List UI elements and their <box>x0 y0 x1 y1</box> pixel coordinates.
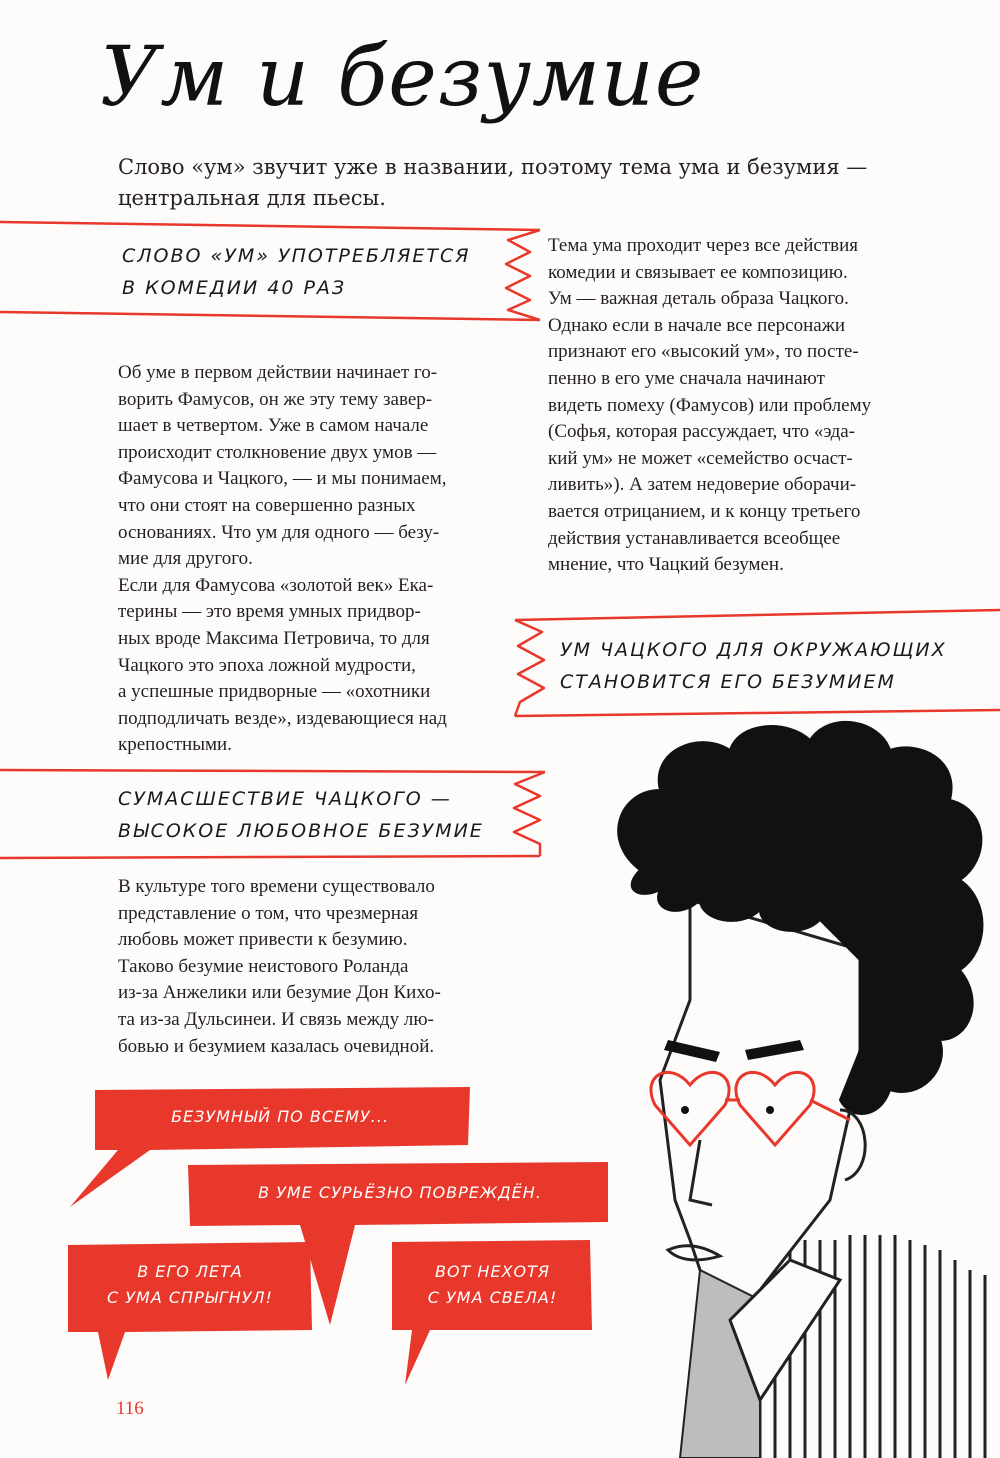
text-line: Если для Фамусова «золотой век» Ека- <box>118 574 434 596</box>
banner-2-line-1: УМ ЧАЦКОГО ДЛЯ ОКРУЖАЮЩИХ <box>560 639 947 661</box>
text-line: терины — это время умных придвор- <box>118 601 421 623</box>
text-line: Ум — важная деталь образа Чацкого. <box>548 288 849 310</box>
banner-2-line-2: СТАНОВИТСЯ ЕГО БЕЗУМИЕМ <box>560 671 896 693</box>
text-line: Таково безумие неистового Роланда <box>118 955 409 977</box>
text-line: Чацкого это эпоха ложной мудрости, <box>118 654 416 676</box>
text-line: Однако если в начале все персонажи <box>548 314 846 336</box>
banner-1-line-2: В КОМЕДИИ 40 РАЗ <box>122 277 347 299</box>
banner-3 <box>118 783 484 847</box>
text-line: происходит столкновение двух умов — <box>118 441 437 463</box>
text-line: видеть помеху (Фамусов) или проблему <box>548 394 872 416</box>
text-line: та из-за Дульсинеи. И связь между лю- <box>118 1008 434 1030</box>
text-line: крепостными. <box>118 734 232 756</box>
quote-4-line-1: ВОТ НЕХОТЯ <box>434 1262 550 1281</box>
quote-1: БЕЗУМНЫЙ ПО ВСЕМУ... <box>171 1107 389 1126</box>
text-line: признают его «высокий ум», то посте- <box>548 341 859 363</box>
banner-2 <box>560 634 947 698</box>
text-line: Об уме в первом действии начинает го- <box>118 362 438 383</box>
text-line: подподличать везде», издевающиеся над <box>118 707 447 729</box>
banner-3-line-2: ВЫСОКОЕ ЛЮБОВНОЕ БЕЗУМИЕ <box>118 820 484 842</box>
page-number: 116 <box>116 1398 144 1419</box>
text-line: бовью и безумием казалась очевидной. <box>118 1035 435 1057</box>
quote-2: В УМЕ СУРЬЁЗНО ПОВРЕЖДЁН. <box>258 1183 542 1202</box>
banner-1-line-1: СЛОВО «УМ» УПОТРЕБЛЯЕТСЯ <box>122 245 471 267</box>
right-column-paragraph <box>548 233 968 579</box>
text-line: кий ум» не может «семейство осчаст- <box>548 447 853 469</box>
text-line: комедии и связывает ее композицию. <box>548 261 848 283</box>
page-title: Ум и безумие <box>100 30 705 125</box>
speech-bubbles <box>68 1087 608 1385</box>
text-line: мие для другого. <box>118 548 253 570</box>
quote-3 <box>72 1259 308 1311</box>
text-line: Тема ума проходит через все действия <box>548 235 859 256</box>
text-line: действия устанавливается всеобщее <box>548 527 841 549</box>
text-line: что они стоят на совершенно разных <box>118 494 416 516</box>
text-line: (Софья, которая рассуждает, что «эда- <box>548 421 855 443</box>
text-line: основаниях. Что ум для одного — безу- <box>118 521 440 543</box>
text-line: ливить»). А затем недоверие оборачи- <box>548 474 857 496</box>
text-line: В культуре того времени существовало <box>118 876 435 897</box>
text-line: ворить Фамусов, он же эту тему завер- <box>118 388 433 410</box>
left-bottom-paragraph <box>118 874 518 1060</box>
left-column-paragraph <box>118 360 518 759</box>
text-line: мнение, что Чацкий безумен. <box>548 554 784 576</box>
text-line: из-за Анжелики или безумие Дон Кихо- <box>118 982 441 1004</box>
quote-4-line-2: С УМА СВЕЛА! <box>427 1288 558 1307</box>
chatsky-portrait-icon <box>618 722 985 1458</box>
text-line: вается отрицанием, и к концу третьего <box>548 500 861 522</box>
text-line: представление о том, что чрезмерная <box>118 902 419 924</box>
text-line: Фамусова и Чацкого, — и мы понимаем, <box>118 468 447 490</box>
text-line: а успешные придворные — «охотники <box>118 681 431 703</box>
text-line: любовь может привести к безумию. <box>118 929 408 951</box>
quote-3-line-2: С УМА СПРЫГНУЛ! <box>107 1288 273 1307</box>
quote-4 <box>395 1259 590 1311</box>
text-line: шает в четвертом. Уже в самом начале <box>118 415 429 437</box>
text-line: ных вроде Максима Петровича, то для <box>118 627 430 649</box>
quote-3-line-1: В ЕГО ЛЕТА <box>137 1262 243 1281</box>
text-line: пенно в его уме сначала начинают <box>548 367 825 389</box>
banner-3-line-1: СУМАСШЕСТВИЕ ЧАЦКОГО — <box>118 788 452 810</box>
intro-paragraph: Слово «ум» звучит уже в названии, поэтому тема ума и безумия — центральная для пьесы. <box>118 155 868 210</box>
banner-1 <box>122 240 471 304</box>
